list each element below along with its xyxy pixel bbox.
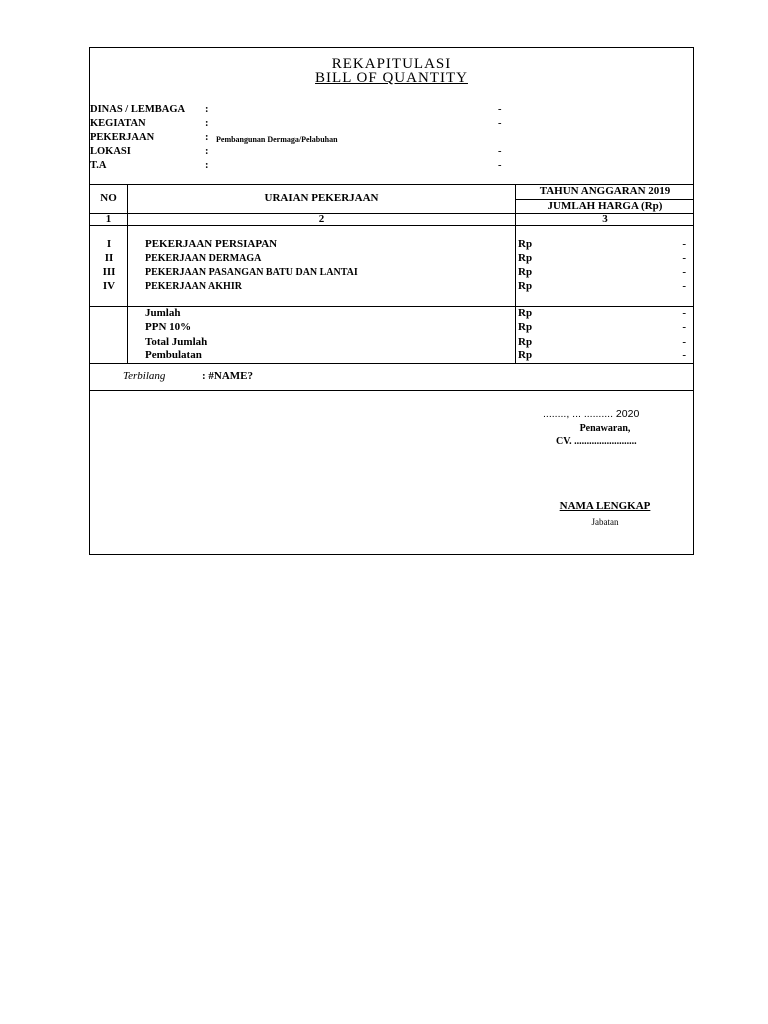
header-jumlah-harga: JUMLAH HARGA (Rp) [547, 200, 663, 212]
row-no: II [104, 252, 114, 264]
ppn-currency: Rp [518, 321, 533, 333]
totals-bottom-border [90, 363, 693, 364]
total-currency: Rp [518, 336, 533, 348]
row-description: PEKERJAAN DERMAGA [145, 253, 262, 264]
row-description: PEKERJAAN PERSIAPAN [145, 238, 278, 250]
row-description: PEKERJAAN PASANGAN BATU DAN LANTAI [145, 267, 358, 278]
info-label-lokasi: LOKASI [90, 146, 131, 157]
terbilang-value: : #NAME? [202, 370, 254, 382]
info-label-dinas: DINAS / LEMBAGA [90, 104, 186, 115]
info-label-pekerjaan: PEKERJAAN [90, 132, 155, 143]
row-value: - [682, 252, 686, 264]
info-colon-dinas: : [205, 104, 209, 115]
signature-jabatan: Jabatan [591, 517, 619, 527]
col-number-1: 1 [105, 213, 112, 225]
terbilang-label: Terbilang [123, 370, 166, 382]
row-currency: Rp [518, 238, 533, 250]
signature-date: ........, ... .......... 2020 [543, 408, 640, 420]
row-value: - [682, 266, 686, 278]
header-tahun-anggaran: TAHUN ANGGARAN 2019 [539, 185, 671, 197]
row-no: I [106, 238, 112, 250]
row-value: - [682, 280, 686, 292]
terbilang-bottom-border [90, 390, 693, 391]
total-jumlah-label: Jumlah [145, 307, 181, 319]
signature-name: NAMA LENGKAP [559, 500, 651, 512]
row-description: PEKERJAAN AKHIR [145, 281, 242, 292]
total-jumlah-currency: Rp [518, 307, 533, 319]
document-title: REKAPITULASI [331, 56, 452, 72]
info-label-kegiatan: KEGIATAN [90, 118, 146, 129]
signature-company: CV. ......................... [556, 436, 637, 447]
row-no: IV [102, 280, 116, 292]
info-trail-dinas: - [498, 104, 502, 115]
info-trail-kegiatan: - [498, 118, 502, 129]
info-colon-lokasi: : [205, 146, 209, 157]
pembulatan-value: - [682, 349, 686, 361]
total-label: Total Jumlah [145, 336, 208, 348]
row-currency: Rp [518, 252, 533, 264]
info-trail-ta: - [498, 160, 502, 171]
info-colon-kegiatan: : [205, 118, 209, 129]
info-colon-ta: : [205, 160, 209, 171]
document-subtitle: BILL OF QUANTITY [315, 70, 468, 86]
col-number-3: 3 [602, 213, 608, 225]
signature-penawaran: Penawaran, [579, 423, 631, 434]
info-trail-lokasi: - [498, 146, 502, 157]
info-value-pekerjaan: Pembangunan Dermaga/Pelabuhan [216, 135, 338, 144]
ppn-value: - [682, 321, 686, 333]
row-currency: Rp [518, 266, 533, 278]
ppn-label: PPN 10% [145, 321, 192, 333]
info-label-ta: T.A [90, 160, 107, 171]
row-value: - [682, 238, 686, 250]
pembulatan-label: Pembulatan [145, 349, 202, 361]
boq-document [89, 47, 694, 555]
header-no: NO [100, 192, 117, 204]
info-colon-pekerjaan: : [205, 132, 209, 143]
numbers-bottom-border [90, 225, 693, 226]
col-number-2: 2 [318, 213, 325, 225]
pembulatan-currency: Rp [518, 349, 533, 361]
row-no: III [102, 266, 116, 278]
row-currency: Rp [518, 280, 533, 292]
total-value: - [682, 336, 686, 348]
header-uraian: URAIAN PEKERJAAN [264, 192, 379, 204]
total-jumlah-value: - [682, 307, 686, 319]
